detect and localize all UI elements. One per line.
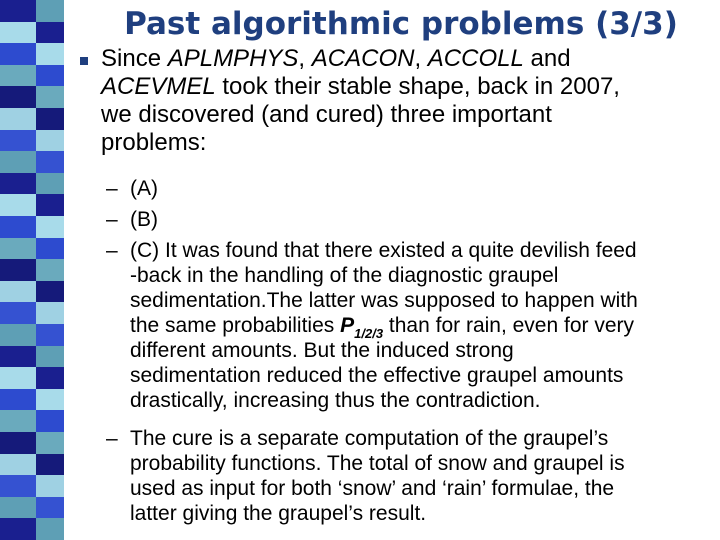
main-line-3: we discovered (and cured) three important bbox=[101, 101, 552, 128]
stripe-block bbox=[36, 454, 64, 476]
stripe-block bbox=[36, 324, 64, 346]
stripe-block bbox=[0, 475, 36, 497]
sub-item-c-line: drastically, increasing thus the contradiction. bbox=[130, 389, 541, 412]
stripe-block bbox=[0, 151, 36, 173]
sub-item-cure-line: latter giving the graupel’s result. bbox=[130, 502, 427, 525]
code-name-aplmphys: APLMPHYS bbox=[167, 45, 299, 72]
stripe-block bbox=[0, 65, 36, 87]
sub-item-c bbox=[130, 238, 716, 413]
main-line-4: problems: bbox=[101, 129, 207, 156]
stripe-block bbox=[0, 454, 36, 476]
stripe-block bbox=[0, 216, 36, 238]
sub-item-a-text: (A) bbox=[130, 177, 158, 200]
stripe-block bbox=[36, 302, 64, 324]
stripe-block bbox=[0, 130, 36, 152]
stripe-block bbox=[0, 410, 36, 432]
sub-item-cure-line: The cure is a separate computation of the graupel’s bbox=[130, 427, 609, 450]
main-line-2: ACEVMEL took their stable shape, back in 2007, bbox=[101, 73, 620, 100]
main-bullet-text bbox=[101, 45, 716, 157]
code-name-accoll: ACCOLL bbox=[427, 45, 524, 72]
stripe-block bbox=[0, 281, 36, 303]
stripe-block bbox=[36, 86, 64, 108]
sub-item-c-line: sedimentation reduced the effective graupel amounts bbox=[130, 364, 624, 387]
stripe-block bbox=[36, 281, 64, 303]
dash-icon: – bbox=[106, 177, 118, 200]
decorative-stripe bbox=[0, 0, 72, 540]
stripe-block bbox=[36, 0, 64, 22]
sub-item-b-text: (B) bbox=[130, 208, 158, 231]
probability-symbol: $P_{1/2/3}$ bbox=[340, 314, 384, 341]
stripe-block bbox=[0, 43, 36, 65]
stripe-block bbox=[0, 194, 36, 216]
main-line-1: Since APLMPHYS, ACACON, ACCOLL and bbox=[101, 45, 571, 72]
stripe-block bbox=[36, 518, 64, 540]
stripe-block bbox=[0, 497, 36, 519]
bullet-square-icon bbox=[80, 57, 88, 65]
stripe-block bbox=[0, 518, 36, 540]
stripe-block bbox=[0, 86, 36, 108]
sub-item-a bbox=[106, 176, 158, 201]
sub-item-b bbox=[106, 207, 158, 232]
sub-item-cure-line: used as input for both ‘snow’ and ‘rain’ formulae, the bbox=[130, 477, 615, 500]
sub-item-cure bbox=[130, 426, 716, 526]
stripe-block bbox=[36, 151, 64, 173]
sub-item-c-line: different amounts. But the induced strong bbox=[130, 339, 514, 362]
stripe-block bbox=[36, 65, 64, 87]
stripe-block bbox=[36, 475, 64, 497]
code-name-acacon: ACACON bbox=[311, 45, 415, 72]
stripe-block bbox=[36, 130, 64, 152]
stripe-block bbox=[0, 346, 36, 368]
stripe-block bbox=[0, 259, 36, 281]
stripe-block bbox=[0, 0, 36, 22]
stripe-block bbox=[0, 389, 36, 411]
dash-icon: – bbox=[106, 427, 118, 450]
stripe-block bbox=[0, 22, 36, 44]
sub-item-c-line: (C) It was found that there existed a quite devilish feed bbox=[130, 239, 637, 262]
stripe-block bbox=[0, 238, 36, 260]
stripe-block bbox=[36, 497, 64, 519]
stripe-block bbox=[36, 432, 64, 454]
stripe-block bbox=[36, 410, 64, 432]
stripe-block bbox=[0, 432, 36, 454]
stripe-block bbox=[36, 259, 64, 281]
stripe-block bbox=[36, 216, 64, 238]
stripe-block bbox=[36, 22, 64, 44]
stripe-block bbox=[0, 367, 36, 389]
sub-item-c-line: sedimentation.The latter was supposed to happen with bbox=[130, 289, 638, 312]
stripe-block bbox=[0, 324, 36, 346]
code-name-acevmel: ACEVMEL bbox=[101, 73, 216, 100]
stripe-block bbox=[36, 367, 64, 389]
slide-title: Past algorithmic problems (3/3) bbox=[124, 6, 678, 42]
stripe-block bbox=[36, 389, 64, 411]
dash-icon: – bbox=[106, 239, 118, 262]
stripe-block bbox=[0, 302, 36, 324]
stripe-block bbox=[0, 108, 36, 130]
stripe-block bbox=[36, 346, 64, 368]
stripe-block bbox=[36, 238, 64, 260]
stripe-block bbox=[36, 108, 64, 130]
stripe-block bbox=[36, 194, 64, 216]
dash-icon: – bbox=[106, 208, 118, 231]
stripe-block bbox=[36, 43, 64, 65]
sub-item-cure-line: probability functions. The total of snow and graupel is bbox=[130, 452, 625, 475]
sub-item-c-line: -back in the handling of the diagnostic graupel bbox=[130, 264, 559, 287]
stripe-block bbox=[36, 173, 64, 195]
sub-item-c-line: the same probabilities $P_{1/2/3}$ than for rain, even for very bbox=[130, 314, 635, 341]
stripe-block bbox=[0, 173, 36, 195]
